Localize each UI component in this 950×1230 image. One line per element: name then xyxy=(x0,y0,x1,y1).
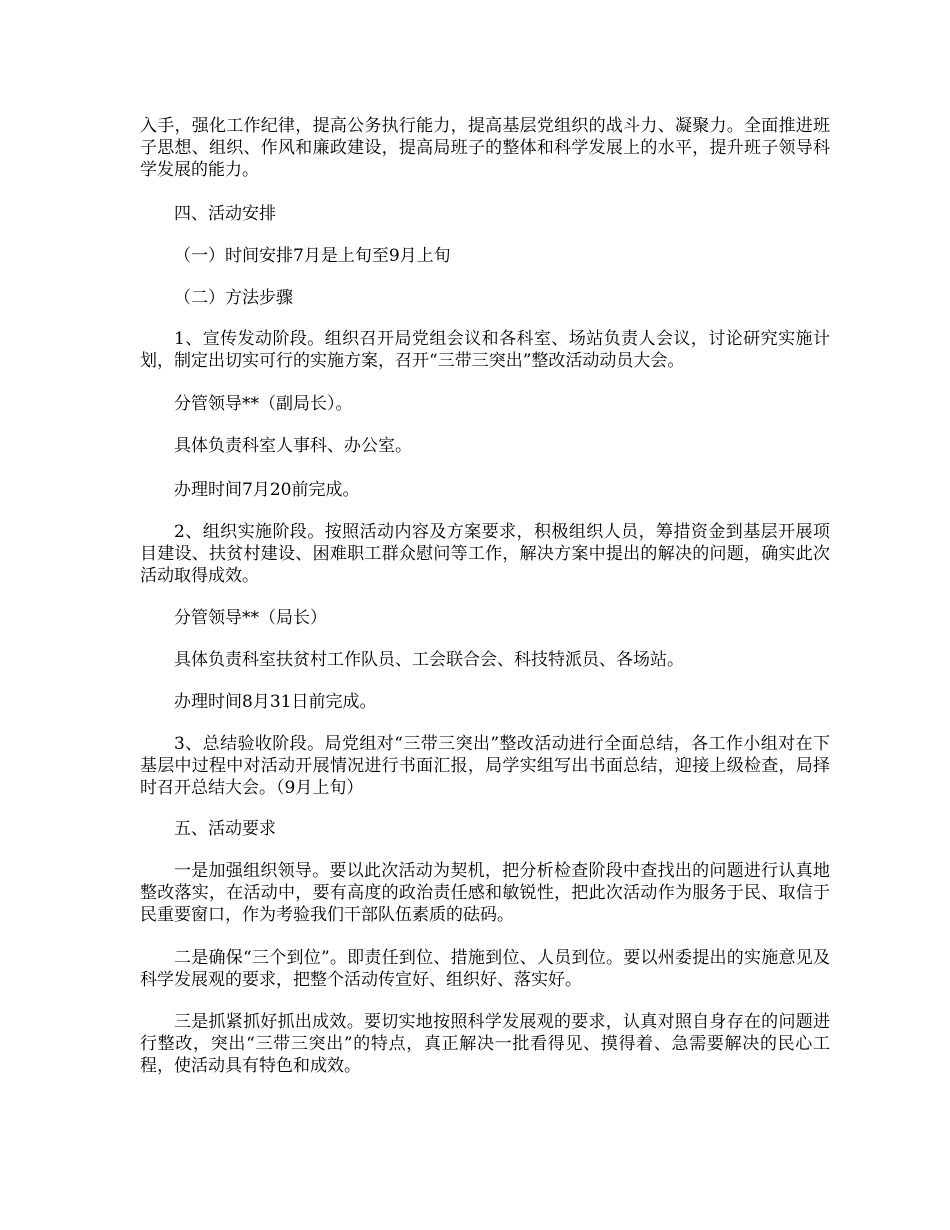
paragraph-step-3-summary: 3、总结验收阶段。局党组对“三带三突出”整改活动进行全面总结，各工作小组对在下基层中过程中对活动开展情况进行书面汇报，局学实组写出书面总结，迎接上级检查，局择时召开总结大会。（9月上旬） xyxy=(140,734,830,798)
subheading-method-steps: （二）方法步骤 xyxy=(174,288,293,308)
section-heading-activity-requirements: 五、活动要求 xyxy=(174,819,276,839)
paragraph-step-2-deadline: 办理时间8月31日前完成。 xyxy=(174,692,377,712)
paragraph-step-2-responsible: 具体负责科室扶贫村工作队员、工会联合会、科技特派员、各场站。 xyxy=(174,650,684,670)
paragraph-requirement-2: 二是确保“三个到位”。即责任到位、措施到位、人员到位。要以州委提出的实施意见及科学发展观的要求，把整个活动传宣好、组织好、落实好。 xyxy=(140,948,830,990)
paragraph-step-1-responsible: 具体负责科室人事科、办公室。 xyxy=(174,436,412,456)
paragraph-step-1-mobilization: 1、宣传发动阶段。组织召开局党组会议和各科室、场站负责人会议，讨论研究实施计划，制定出切实可行的实施方案，召开“三带三突出”整改活动动员大会。 xyxy=(140,329,830,371)
paragraph-step-1-deadline: 办理时间7月20前完成。 xyxy=(174,480,360,500)
paragraph-requirement-1: 一是加强组织领导。要以此次活动为契机，把分析检查阶段中查找出的问题进行认真地整改落实，在活动中，要有高度的政治责任感和敏锐性，把此次活动作为服务于民、取信于民重要窗口，作为考验我们干部队伍素质的砝码。 xyxy=(140,861,830,925)
paragraph-step-2-leader: 分管领导**（局长） xyxy=(174,608,327,628)
paragraph-step-2-implementation: 2、组织实施阶段。按照活动内容及方案要求，积极组织人员，筹措资金到基层开展项目建设、扶贫村建设、困难职工群众慰问等工作，解决方案中提出的解决的问题，确实此次活动取得成效。 xyxy=(140,522,830,586)
paragraph-step-1-leader: 分管领导**（副局长）。 xyxy=(174,394,353,414)
subheading-time-arrangement: （一）时间安排7月是上旬至9月上旬 xyxy=(174,246,451,266)
paragraph-requirement-3: 三是抓紧抓好抓出成效。要切实地按照科学发展观的要求，认真对照自身存在的问题进行整改，突出“三带三突出”的特点，真正解决一批看得见、摸得着、急需要解决的民心工程，使活动具有特色和成效。 xyxy=(140,1012,830,1076)
section-heading-activity-arrangement: 四、活动安排 xyxy=(174,204,276,224)
paragraph-intro-continuation: 入手，强化工作纪律，提高公务执行能力，提高基层党组织的战斗力、凝聚力。全面推进班子思想、组织、作风和廉政建设，提高局班子的整体和科学发展上的水平，提升班子领导科学发展的能力。 xyxy=(140,116,830,180)
